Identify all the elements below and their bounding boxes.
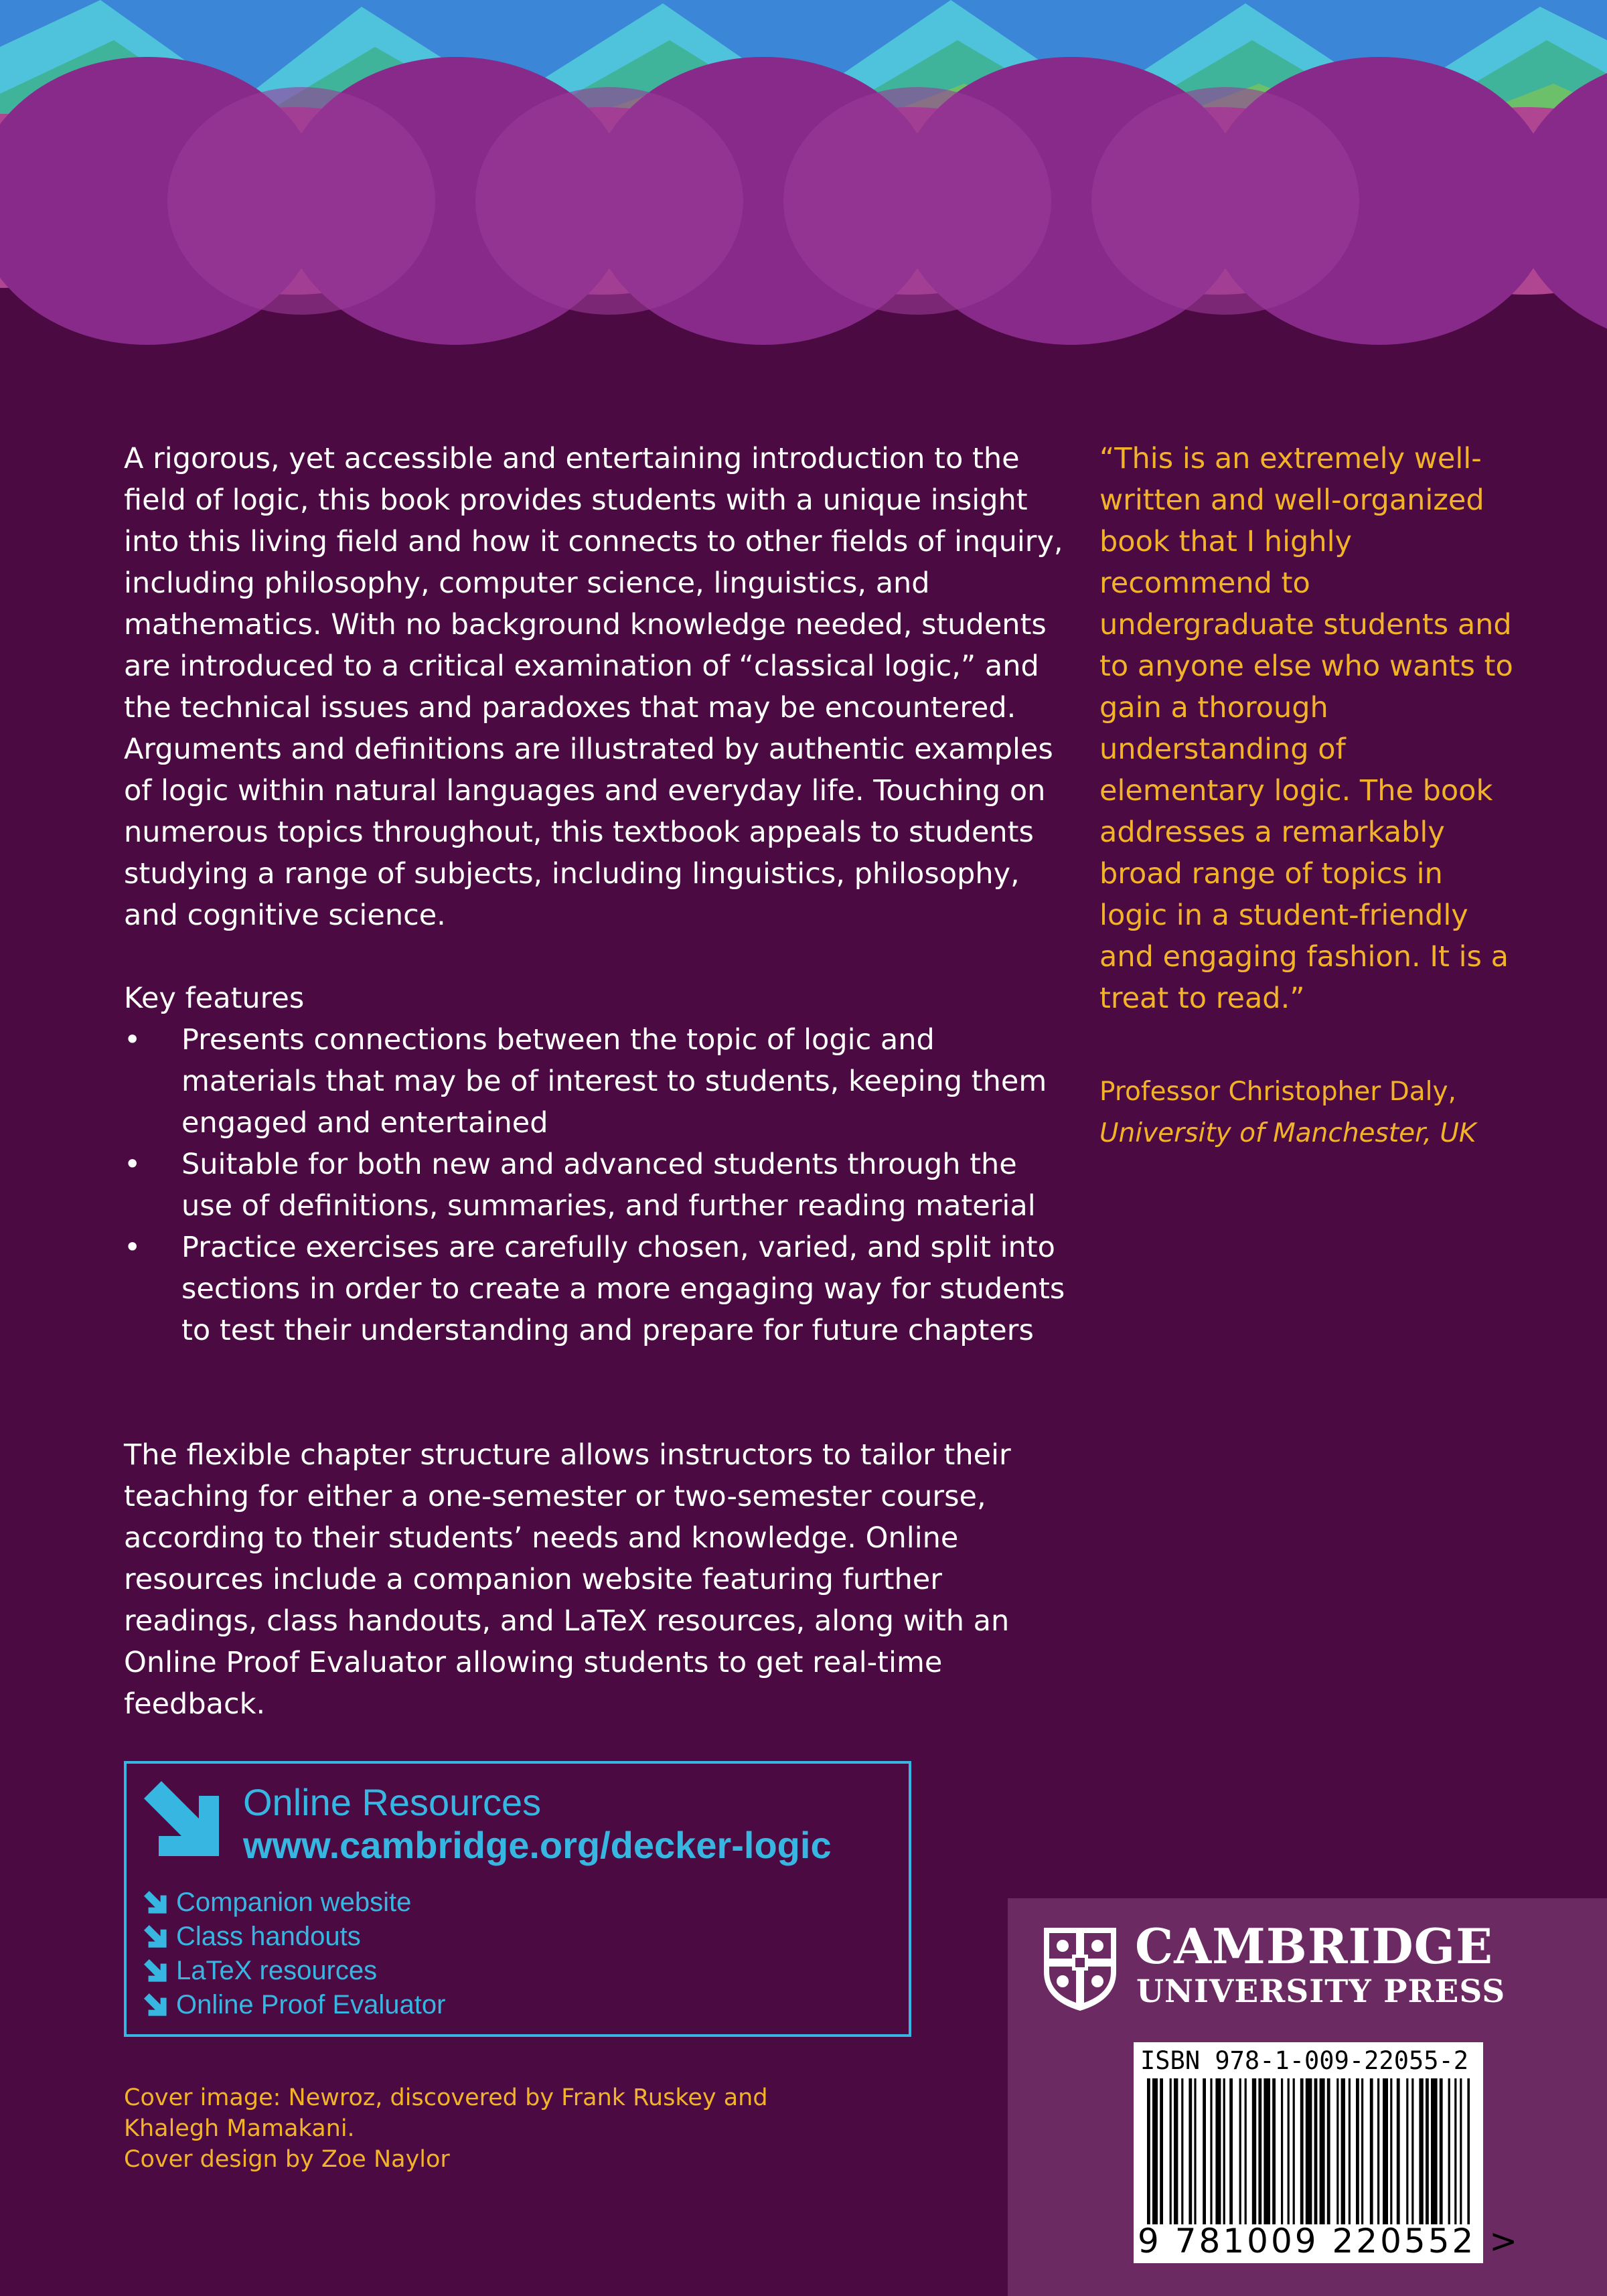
- publisher-subtitle: UNIVERSITY PRESS: [1136, 1973, 1506, 2010]
- bullet-icon: •: [124, 1231, 141, 1264]
- feature-item: • Practice exercises are carefully chosen, varied, and split into sections in order to create a more engaging way for students to test their understanding and prepare for future chapters: [124, 1227, 1075, 1351]
- resources-list: [144, 1886, 445, 2022]
- online-resources-box: [124, 1761, 911, 2037]
- resource-item[interactable]: Online Proof Evaluator: [144, 1988, 445, 2022]
- arrow-down-right-icon: [144, 1925, 168, 1949]
- bullet-icon: •: [124, 1023, 141, 1057]
- resource-item[interactable]: Class handouts: [144, 1920, 445, 1954]
- key-features-heading: Key features: [124, 982, 305, 1015]
- online-resources-title: Online Resources: [243, 1781, 542, 1823]
- barcode-number: 9 781009 220552 >: [1138, 2222, 1521, 2261]
- endorser-name: Professor Christopher Daly,: [1099, 1077, 1456, 1107]
- feature-item: • Presents connections between the topic of logic and materials that may be of interest to students, keeping them engaged and entertained: [124, 1019, 1075, 1144]
- resource-item[interactable]: Companion website: [144, 1886, 445, 1920]
- feature-item: • Suitable for both new and advanced students through the use of definitions, summaries, and further reading material: [124, 1144, 1075, 1227]
- cover-image-credit: Cover image: Newroz, discovered by Frank Ruskey and: [124, 2084, 768, 2111]
- cover-art-pattern: [0, 0, 1607, 362]
- arrow-down-right-icon: [144, 1891, 168, 1915]
- endorser-institution: University of Manchester, UK: [1099, 1118, 1476, 1148]
- arrow-down-right-icon: [144, 1959, 168, 1983]
- publisher-name: CAMBRIDGE: [1135, 1918, 1494, 1975]
- course-description: The flexible chapter structure allows instructors to tailor their teaching for either a one-semester or two-semester course, according to their students’ needs and knowledge. Online resources include a companion website featuring further readings, class handouts, and LaTeX resources, along with an Online Proof Evaluator allowing students to get real-time feedback.: [124, 1438, 1011, 1721]
- book-description: A rigorous, yet accessible and entertaining introduction to the field of logic, this book provides students with a unique insight into this living field and how it connects to other fields of inquiry, including philosophy, computer science, linguistics, and mathematics. With no background knowledge needed, students are introduced to a critical examination of “classical logic,” and the technical issues and paradoxes that may be encountered. Arguments and definitions are illustrated by authentic examples of logic within natural languages and everyday life. Touching on numerous topics throughout, this textbook appeals to students studying a range of subjects, including linguistics, philosophy, and cognitive science.: [124, 442, 1063, 932]
- endorsement-quote: “This is an extremely well-written and well-organized book that I highly recommend to undergraduate students and to anyone else who wants to gain a thorough understanding of elementary logic. The book addresses a remarkably broad range of topics in logic in a student-friendly and engaging fashion. It is a treat to read.”: [1099, 442, 1513, 1015]
- bullet-icon: •: [124, 1148, 141, 1181]
- resource-item[interactable]: LaTeX resources: [144, 1954, 445, 1988]
- resources-url-link[interactable]: www.cambridge.org/decker-logic: [243, 1824, 832, 1866]
- arrow-down-right-icon: [144, 1781, 224, 1861]
- isbn-barcode: [1134, 2042, 1521, 2263]
- isbn-label: ISBN 978-1-009-22055-2: [1140, 2046, 1469, 2075]
- publisher-panel: [1008, 1898, 1607, 2296]
- key-features-list: [124, 1019, 1075, 1351]
- endorsement-attribution: [1099, 1071, 1515, 1154]
- barcode-bars: [1147, 2078, 1470, 2224]
- arrow-down-right-icon: [144, 1993, 168, 2017]
- cambridge-crest-icon: [1041, 1925, 1119, 2012]
- cover-image-credit-cont: Khalegh Mamakani.: [124, 2115, 355, 2142]
- cover-credits: [124, 2082, 927, 2175]
- cover-design-credit: Cover design by Zoe Naylor: [124, 2146, 450, 2173]
